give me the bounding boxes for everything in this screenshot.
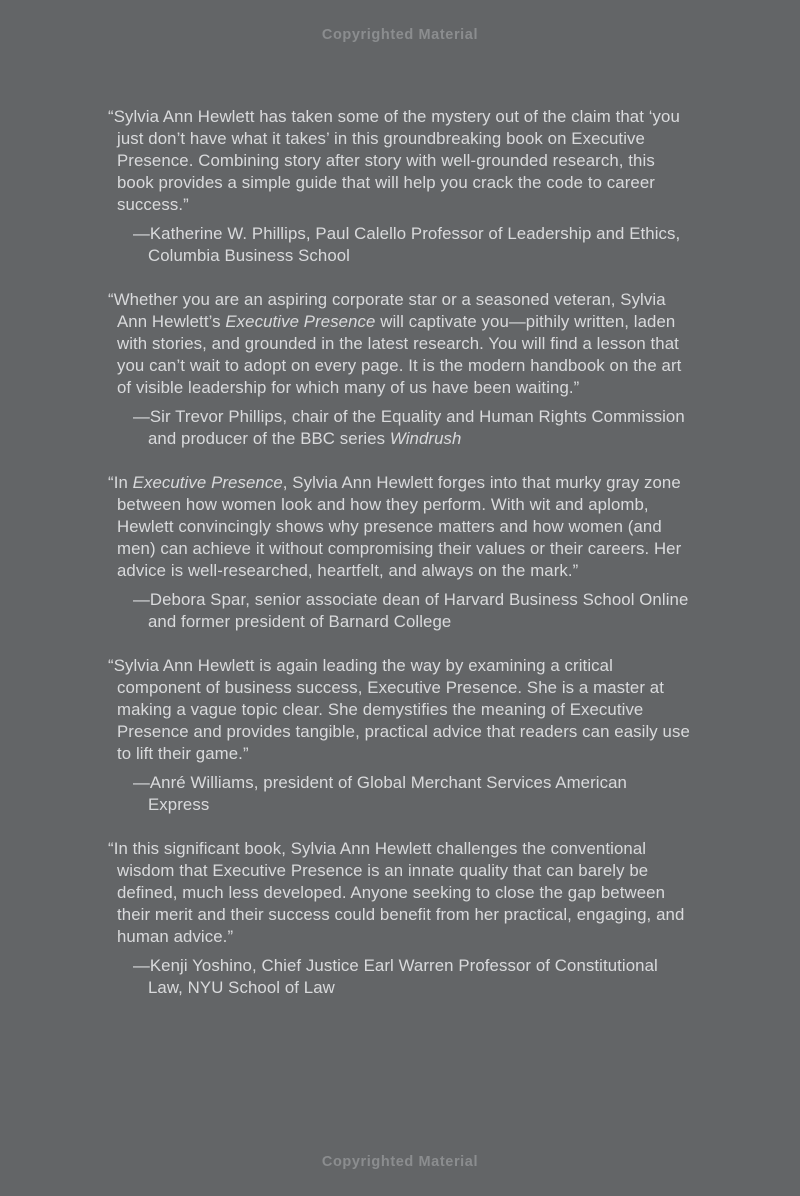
attribution-text — [133, 955, 692, 999]
copyright-notice-top: Copyrighted Material — [321, 27, 479, 43]
text-segment: —Katherine W. Phillips, Paul Calello Professor of Leadership and Ethics, Columbia Business School — [133, 224, 681, 265]
text-segment: —Sir Trevor Phillips, chair of the Equality and Human Rights Commission and producer of the BBC series — [133, 407, 685, 448]
text-segment: “In — [108, 473, 133, 492]
text-segment: “In this significant book, Sylvia Ann Hewlett challenges the conventional wisdom that Executive Presence is an innate quality that can barely be defined, much less developed. Anyone seeking to close the gap between their merit and their success could benefit from her practical, engaging, and human advice.” — [108, 839, 685, 946]
text-segment: —Debora Spar, senior associate dean of Harvard Business School Online and former president of Barnard College — [133, 590, 689, 631]
endorsement — [108, 655, 692, 816]
endorsement — [108, 106, 692, 267]
quote-text — [108, 289, 692, 399]
text-segment: “Sylvia Ann Hewlett has taken some of the mystery out of the claim that ‘you just don’t have what it takes’ in this groundbreaking book on Executive Presence. Combining story after story with well-grounded research, this book provides a simple guide that will help you crack the code to career success.” — [108, 107, 680, 214]
text-segment: “Sylvia Ann Hewlett is again leading the way by examining a critical component of business success, Executive Presence. She is a master at making a vague topic clear. She demystifies the meaning of Executive Presence and provides tangible, practical advice that readers can easily use to lift their game.” — [108, 656, 690, 763]
italic-text-segment: Windrush — [389, 429, 462, 448]
text-segment: —Anré Williams, president of Global Merchant Services American Express — [133, 773, 627, 814]
endorsement-list — [108, 106, 692, 999]
text-segment: “Whether you are an aspiring corporate star or a seasoned veteran, Sylvia Ann Hewlett’s — [108, 290, 666, 331]
italic-text-segment: Executive Presence — [225, 312, 376, 331]
text-segment: will captivate you—pithily written, laden with stories, and grounded in the latest research. You will find a lesson that you can’t wait to adopt on every page. It is the modern handbook on the art of visible leadership for which many of us have been waiting.” — [117, 312, 682, 397]
attribution-text — [133, 589, 692, 633]
attribution-text — [133, 772, 692, 816]
endorsement — [108, 838, 692, 999]
endorsement — [108, 472, 692, 633]
attribution-text — [133, 406, 692, 450]
quote-text — [108, 838, 692, 948]
attribution-text — [133, 223, 692, 267]
text-segment: —Kenji Yoshino, Chief Justice Earl Warren Professor of Constitutional Law, NYU School of Law — [133, 956, 658, 997]
text-segment: , Sylvia Ann Hewlett forges into that murky gray zone between how women look and how they perform. With wit and aplomb, Hewlett convincingly shows why presence matters and how women (and men) can achieve it without compromising their values or their careers. Her advice is well-researched, heartfelt, and always on the mark.” — [117, 473, 682, 580]
copyright-notice-bottom: Copyrighted Material — [321, 1154, 479, 1170]
quote-text — [108, 472, 692, 582]
italic-text-segment: Executive Presence — [132, 473, 283, 492]
quote-text — [108, 106, 692, 216]
quote-text — [108, 655, 692, 765]
endorsement — [108, 289, 692, 450]
